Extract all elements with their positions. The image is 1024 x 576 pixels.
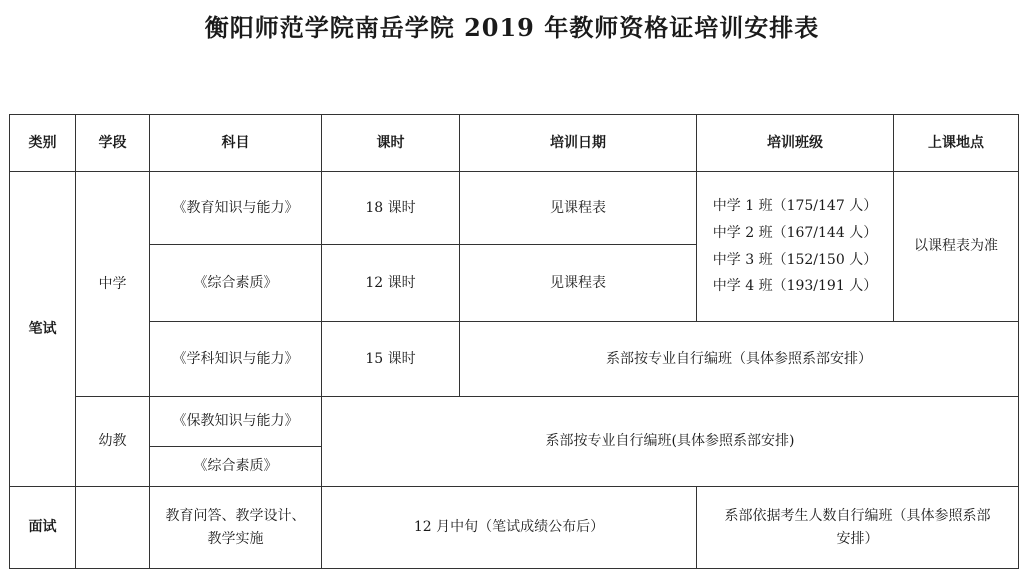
header-dates: 培训日期 xyxy=(460,115,697,172)
table-row xyxy=(10,397,1019,447)
date-cell: 见课程表 xyxy=(460,245,697,322)
stage-interview xyxy=(76,487,150,569)
table-row xyxy=(10,322,1019,397)
date-cell: 见课程表 xyxy=(460,172,697,245)
header-category: 类别 xyxy=(10,115,76,172)
category-interview: 面试 xyxy=(10,487,76,569)
interview-note-line: 系部依据考生人数自行编班（具体参照系部 xyxy=(724,507,991,524)
location-cell: 以课程表为准 xyxy=(894,172,1019,322)
class-item: 中学 1 班（175/147 人） xyxy=(712,197,878,214)
header-location: 上课地点 xyxy=(894,115,1019,172)
header-hours: 课时 xyxy=(322,115,460,172)
interview-note-line: 安排） xyxy=(836,530,879,547)
class-item: 中学 3 班（152/150 人） xyxy=(712,251,878,268)
stage-preschool: 幼教 xyxy=(76,397,150,487)
header-stage: 学段 xyxy=(76,115,150,172)
interview-note-cell xyxy=(697,487,1019,569)
header-classes: 培训班级 xyxy=(697,115,894,172)
hours-cell: 12 课时 xyxy=(322,245,460,322)
subject-cell: 《教育知识与能力》 xyxy=(150,172,322,245)
middle-classes-cell xyxy=(697,172,894,322)
subject-cell: 《保教知识与能力》 xyxy=(150,397,322,447)
training-schedule-table xyxy=(9,114,1019,569)
stage-middle: 中学 xyxy=(76,172,150,397)
table-header-row xyxy=(10,115,1019,172)
interview-date-cell: 12 月中旬（笔试成绩公布后） xyxy=(322,487,697,569)
class-item: 中学 4 班（193/191 人） xyxy=(712,278,878,295)
interview-subject-cell xyxy=(150,487,322,569)
class-item: 中学 2 班（167/144 人） xyxy=(712,224,878,241)
page-title: 衡阳师范学院南岳学院 2019 年教师资格证培训安排表 xyxy=(204,13,820,42)
header-subject: 科目 xyxy=(150,115,322,172)
table-row xyxy=(10,172,1019,245)
subject-knowledge-note: 系部按专业自行编班（具体参照系部安排） xyxy=(460,322,1019,397)
table-row xyxy=(10,487,1019,569)
category-written: 笔试 xyxy=(10,172,76,487)
subject-cell: 《综合素质》 xyxy=(150,447,322,487)
subject-cell: 《学科知识与能力》 xyxy=(150,322,322,397)
interview-subject-line: 教学实施 xyxy=(207,530,264,547)
preschool-note: 系部按专业自行编班(具体参照系部安排) xyxy=(322,397,1019,487)
hours-cell: 18 课时 xyxy=(322,172,460,245)
interview-subject-line: 教育问答、教学设计、 xyxy=(165,507,306,524)
hours-cell: 15 课时 xyxy=(322,322,460,397)
subject-cell: 《综合素质》 xyxy=(150,245,322,322)
